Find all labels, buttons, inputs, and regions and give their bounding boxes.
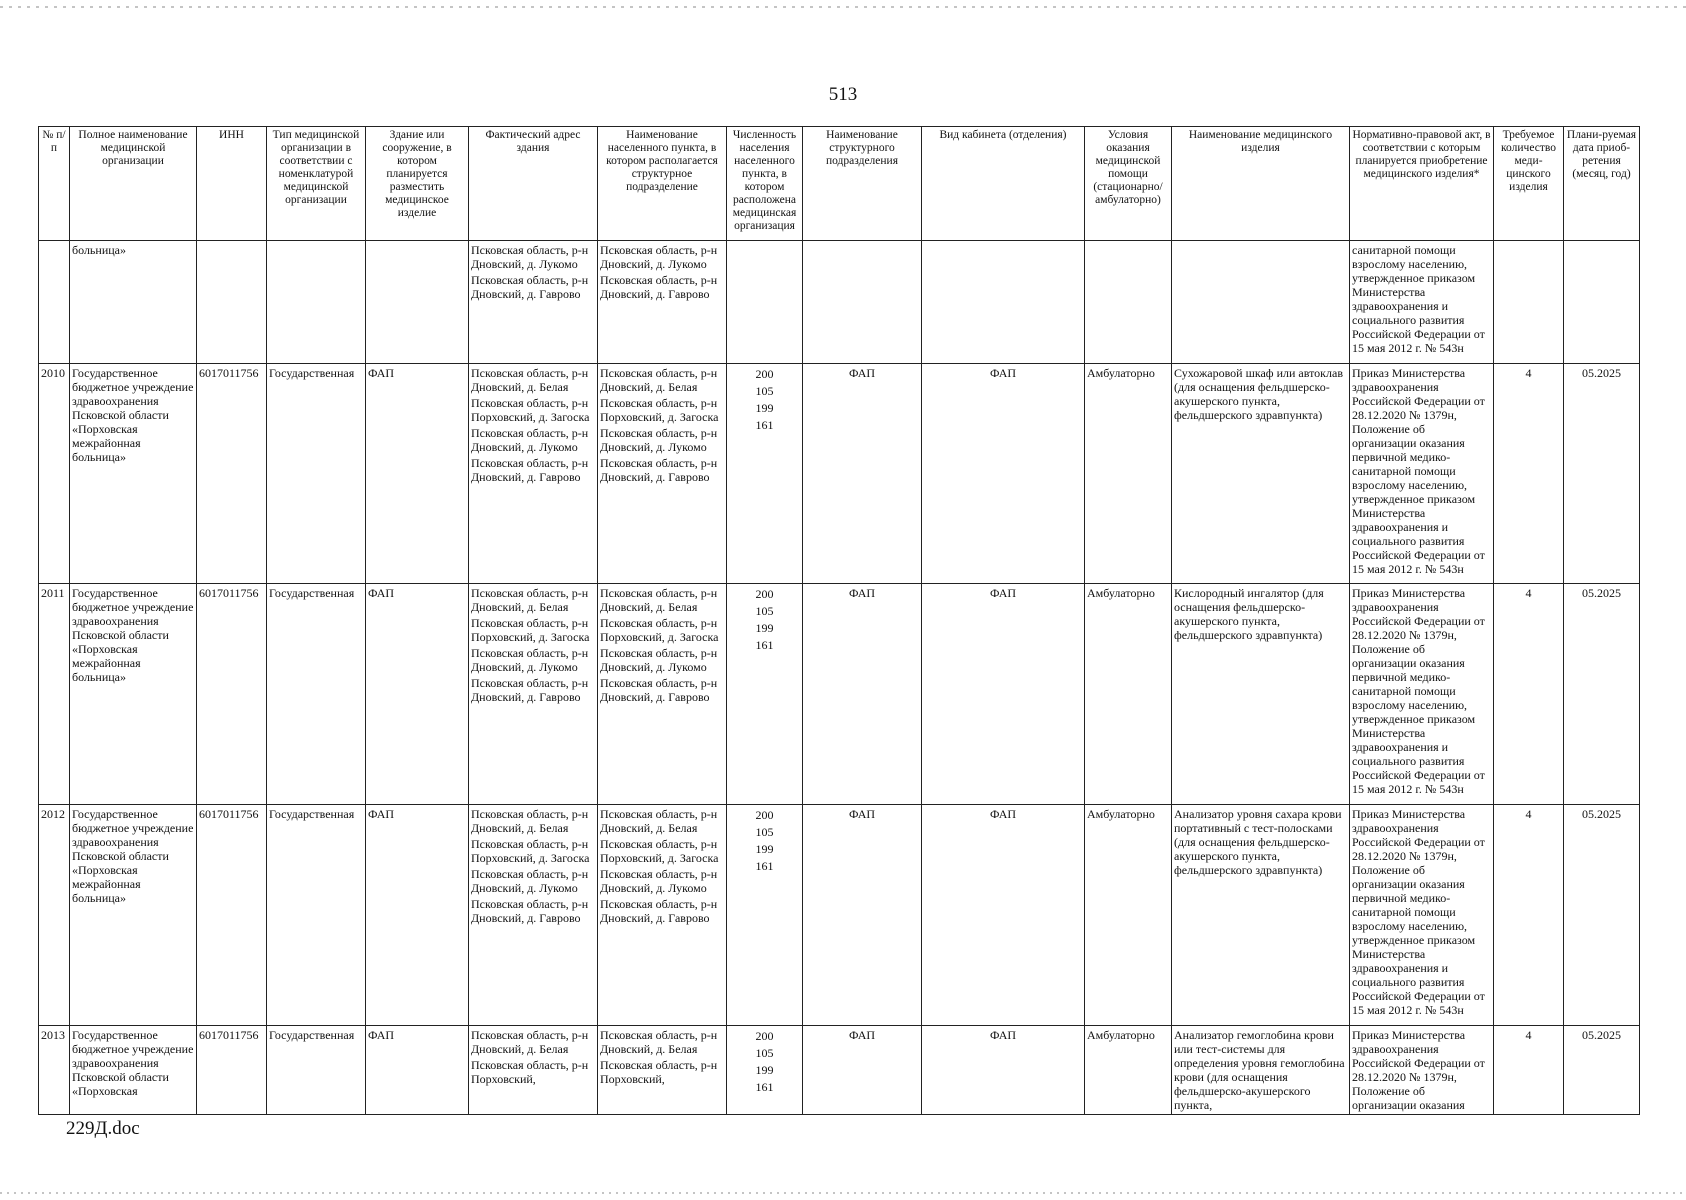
cell-device: Сухожаровой шкаф или автоклав (для оснащения фельдшерско-акушерского пункта, фельдшерского здравпункта) (1172, 364, 1350, 584)
cell-org: Государственное бюджетное учреждение здравоохранения Псковской области «Порховская межрайонная больница» (70, 364, 197, 584)
address-item: Псковская область, р-н Порховский, д. Загоска (471, 616, 590, 644)
population-value: 200 (755, 1029, 774, 1043)
cell-org: Государственное бюджетное учреждение здравоохранения Псковской области «Порховская межрайонная больница» (70, 584, 197, 805)
table-header-row (39, 127, 1640, 241)
table-row (39, 584, 1640, 805)
cell-type: Государственная (267, 1026, 366, 1115)
page-number: 513 (828, 84, 858, 105)
header-building: Здание или сооружение, в котором планируется разместить медицинское изделие (366, 127, 469, 241)
header-inn: ИНН (197, 127, 267, 241)
cell-act: Приказ Министерства здравоохранения Российской Федерации от 28.12.2020 № 1379н, Положение об организации оказания первичной медико-санитарной помощи взрослому населению, утвержденное приказом Министерства здравоохранения и социального развития Российской Федерации от 15 мая 2012 г. № 543н (1350, 584, 1494, 805)
settlement-item: Псковская область, р-н Дновский, д. Гаврово (600, 456, 718, 484)
cell-population (727, 805, 803, 1026)
settlement-item: Псковская область, р-н Дновский, д. Белая (600, 807, 718, 835)
cell-device: Анализатор уровня сахара крови портативный с тест-полосками (для оснащения фельдшерско-акушерского пункта, фельдшерского здравпункта) (1172, 805, 1350, 1026)
cell-building: ФАП (366, 1026, 469, 1115)
address-item: Псковская область, р-н Дновский, д. Гаврово (471, 897, 589, 925)
address-item: Псковская область, р-н Дновский, д. Лукомо (471, 867, 589, 895)
population-value: 161 (755, 859, 774, 873)
header-cabinet: Вид кабинета (отделения) (922, 127, 1085, 241)
population-value: 161 (755, 638, 774, 652)
address-item: Псковская область, р-н Порховский, д. Загоска (471, 837, 590, 865)
cell-num (39, 241, 70, 364)
cell-building: ФАП (366, 364, 469, 584)
cell-conditions: Амбулаторно (1085, 584, 1172, 805)
cell-conditions: Амбулаторно (1085, 1026, 1172, 1115)
settlement-item: Псковская область, р-н Дновский, д. Белая (600, 366, 718, 394)
header-device: Наименование медицинского изделия (1172, 127, 1350, 241)
cell-population (727, 241, 803, 364)
cell-population (727, 364, 803, 584)
cell-unit (803, 241, 922, 364)
cell-cabinet: ФАП (922, 364, 1085, 584)
cell-population (727, 584, 803, 805)
address-item: Псковская область, р-н Дновский, д. Белая (471, 586, 589, 614)
population-value: 200 (755, 367, 774, 381)
population-value: 199 (755, 621, 774, 635)
cell-device: Кислородный ингалятор (для оснащения фельдшерско-акушерского пункта, фельдшерского здравпункта) (1172, 584, 1350, 805)
population-value: 200 (755, 587, 774, 601)
settlement-item: Псковская область, р-н Дновский, д. Лукомо (600, 426, 718, 454)
address-item: Псковская область, р-н Дновский, д. Белая (471, 1028, 589, 1056)
cell-population (727, 1026, 803, 1115)
cell-date: 05.2025 (1564, 364, 1640, 584)
document-filename: 229Д.doc (66, 1118, 140, 1139)
cell-device (1172, 241, 1350, 364)
cell-num: 2011 (39, 584, 70, 805)
settlement-item: Псковская область, р-н Дновский, д. Лукомо (600, 646, 718, 674)
scan-artifact-bottom (0, 1192, 1686, 1194)
population-value: 105 (755, 825, 774, 839)
cell-conditions: Амбулаторно (1085, 364, 1172, 584)
cell-inn: 6017011756 (197, 1026, 267, 1115)
cell-inn: 6017011756 (197, 584, 267, 805)
cell-num: 2013 (39, 1026, 70, 1115)
cell-settlement (598, 584, 727, 805)
address-item: Псковская область, р-н Дновский, д. Лукомо (471, 426, 589, 454)
scan-artifact-top (0, 6, 1686, 8)
cell-building: ФАП (366, 584, 469, 805)
cell-address (469, 241, 598, 364)
cell-inn: 6017011756 (197, 805, 267, 1026)
cell-date (1564, 241, 1640, 364)
cell-settlement (598, 241, 727, 364)
settlement-item: Псковская область, р-н Дновский, д. Белая (600, 1028, 718, 1056)
cell-org: Государственное бюджетное учреждение здравоохранения Псковской области «Порховская (70, 1026, 197, 1115)
settlement-item: Псковская область, р-н Дновский, д. Гаврово (600, 897, 718, 925)
settlement-item: Псковская область, р-н Порховский, (600, 1058, 718, 1086)
settlement-item: Псковская область, р-н Дновский, д. Гаврово (600, 273, 718, 301)
cell-cabinet (922, 241, 1085, 364)
population-value: 161 (755, 418, 774, 432)
cell-building (366, 241, 469, 364)
cell-unit: ФАП (803, 805, 922, 1026)
population-value: 105 (755, 384, 774, 398)
population-value: 105 (755, 1046, 774, 1060)
equipment-table-wrapper (38, 126, 1640, 1115)
cell-org: Государственное бюджетное учреждение здравоохранения Псковской области «Порховская межрайонная больница» (70, 805, 197, 1026)
header-settlement: Наименование населенного пункта, в котором располагается структурное подразделение (598, 127, 727, 241)
header-num: № п/п (39, 127, 70, 241)
header-unit: Наименование структурного подразделения (803, 127, 922, 241)
cell-type: Государственная (267, 805, 366, 1026)
cell-conditions (1085, 241, 1172, 364)
header-org: Полное наименование медицинской организации (70, 127, 197, 241)
cell-settlement (598, 1026, 727, 1115)
population-value: 199 (755, 842, 774, 856)
cell-qty: 4 (1494, 805, 1564, 1026)
address-item: Псковская область, р-н Порховский, (471, 1058, 589, 1086)
population-value: 105 (755, 604, 774, 618)
cell-num: 2012 (39, 805, 70, 1026)
cell-type: Государственная (267, 584, 366, 805)
address-item: Псковская область, р-н Порховский, д. Загоска (471, 396, 590, 424)
cell-conditions: Амбулаторно (1085, 805, 1172, 1026)
address-item: Псковская область, р-н Дновский, д. Белая (471, 807, 589, 835)
cell-building: ФАП (366, 805, 469, 1026)
table-row (39, 1026, 1640, 1115)
header-conditions: Условия оказания медицинской помощи (стационарно/ амбулаторно) (1085, 127, 1172, 241)
cell-date: 05.2025 (1564, 1026, 1640, 1115)
cell-act: Приказ Министерства здравоохранения Российской Федерации от 28.12.2020 № 1379н, Положение об организации оказания первичной медико-санитарной помощи взрослому населению, утвержденное приказом Министерства здравоохранения и социального развития Российской Федерации от 15 мая 2012 г. № 543н (1350, 805, 1494, 1026)
cell-act: санитарной помощи взрослому населению, утвержденное приказом Министерства здравоохранения и социального развития Российской Федерации от 15 мая 2012 г. № 543н (1350, 241, 1494, 364)
cell-inn (197, 241, 267, 364)
header-type: Тип медицинской организации в соответствии с номенклатурой медицинской организации (267, 127, 366, 241)
settlement-item: Псковская область, р-н Порховский, д. Загоска (600, 837, 719, 865)
header-population: Численность населения населенного пункта, в котором расположена медицинская организация (727, 127, 803, 241)
header-act: Нормативно-правовой акт, в соответствии с которым планируется приобретение медицинского изделия* (1350, 127, 1494, 241)
settlement-item: Псковская область, р-н Порховский, д. Загоска (600, 616, 719, 644)
settlement-item: Псковская область, р-н Дновский, д. Гаврово (600, 676, 718, 704)
table-row (39, 805, 1640, 1026)
cell-date: 05.2025 (1564, 805, 1640, 1026)
cell-address (469, 364, 598, 584)
cell-cabinet: ФАП (922, 805, 1085, 1026)
settlement-item: Псковская область, р-н Дновский, д. Белая (600, 586, 718, 614)
cell-qty (1494, 241, 1564, 364)
cell-num: 2010 (39, 364, 70, 584)
cell-type: Государственная (267, 364, 366, 584)
settlement-item: Псковская область, р-н Дновский, д. Лукомо (600, 867, 718, 895)
address-item: Псковская область, р-н Дновский, д. Гаврово (471, 456, 589, 484)
table-row (39, 364, 1640, 584)
address-item: Псковская область, р-н Дновский, д. Лукомо (471, 646, 589, 674)
address-item: Псковская область, р-н Дновский, д. Лукомо (471, 243, 589, 271)
address-item: Псковская область, р-н Дновский, д. Гаврово (471, 273, 589, 301)
cell-act: Приказ Министерства здравоохранения Российской Федерации от 28.12.2020 № 1379н, Положение об организации оказания первичной медико-санитарной помощи взрослому населению, утвержденное приказом Министерства здравоохранения и социального развития Российской Федерации от 15 мая 2012 г. № 543н (1350, 364, 1494, 584)
cell-address (469, 805, 598, 1026)
population-value: 161 (755, 1080, 774, 1094)
cell-qty: 4 (1494, 364, 1564, 584)
cell-qty: 4 (1494, 1026, 1564, 1115)
population-value: 199 (755, 1063, 774, 1077)
header-qty: Требуемое количество меди-цинского изделия (1494, 127, 1564, 241)
cell-unit: ФАП (803, 364, 922, 584)
equipment-table (38, 126, 1640, 1115)
settlement-item: Псковская область, р-н Порховский, д. Загоска (600, 396, 719, 424)
cell-cabinet: ФАП (922, 1026, 1085, 1115)
cell-settlement (598, 805, 727, 1026)
settlement-item: Псковская область, р-н Дновский, д. Лукомо (600, 243, 718, 271)
population-value: 200 (755, 808, 774, 822)
cell-address (469, 1026, 598, 1115)
table-row-continued (39, 241, 1640, 364)
cell-cabinet: ФАП (922, 584, 1085, 805)
header-date: Плани-руемая дата приоб-ретения (месяц, год) (1564, 127, 1640, 241)
cell-type (267, 241, 366, 364)
cell-address (469, 584, 598, 805)
address-item: Псковская область, р-н Дновский, д. Гаврово (471, 676, 589, 704)
cell-qty: 4 (1494, 584, 1564, 805)
cell-device: Анализатор гемоглобина крови или тест-системы для определения уровня гемоглобина крови (для оснащения фельдшерско-акушерского пункта, (1172, 1026, 1350, 1115)
cell-settlement (598, 364, 727, 584)
header-address: Фактический адрес здания (469, 127, 598, 241)
address-item: Псковская область, р-н Дновский, д. Белая (471, 366, 589, 394)
cell-unit: ФАП (803, 1026, 922, 1115)
cell-unit: ФАП (803, 584, 922, 805)
cell-act: Приказ Министерства здравоохранения Российской Федерации от 28.12.2020 № 1379н, Положение об организации оказания (1350, 1026, 1494, 1115)
cell-org: больница» (70, 241, 197, 364)
population-value: 199 (755, 401, 774, 415)
cell-date: 05.2025 (1564, 584, 1640, 805)
cell-inn: 6017011756 (197, 364, 267, 584)
